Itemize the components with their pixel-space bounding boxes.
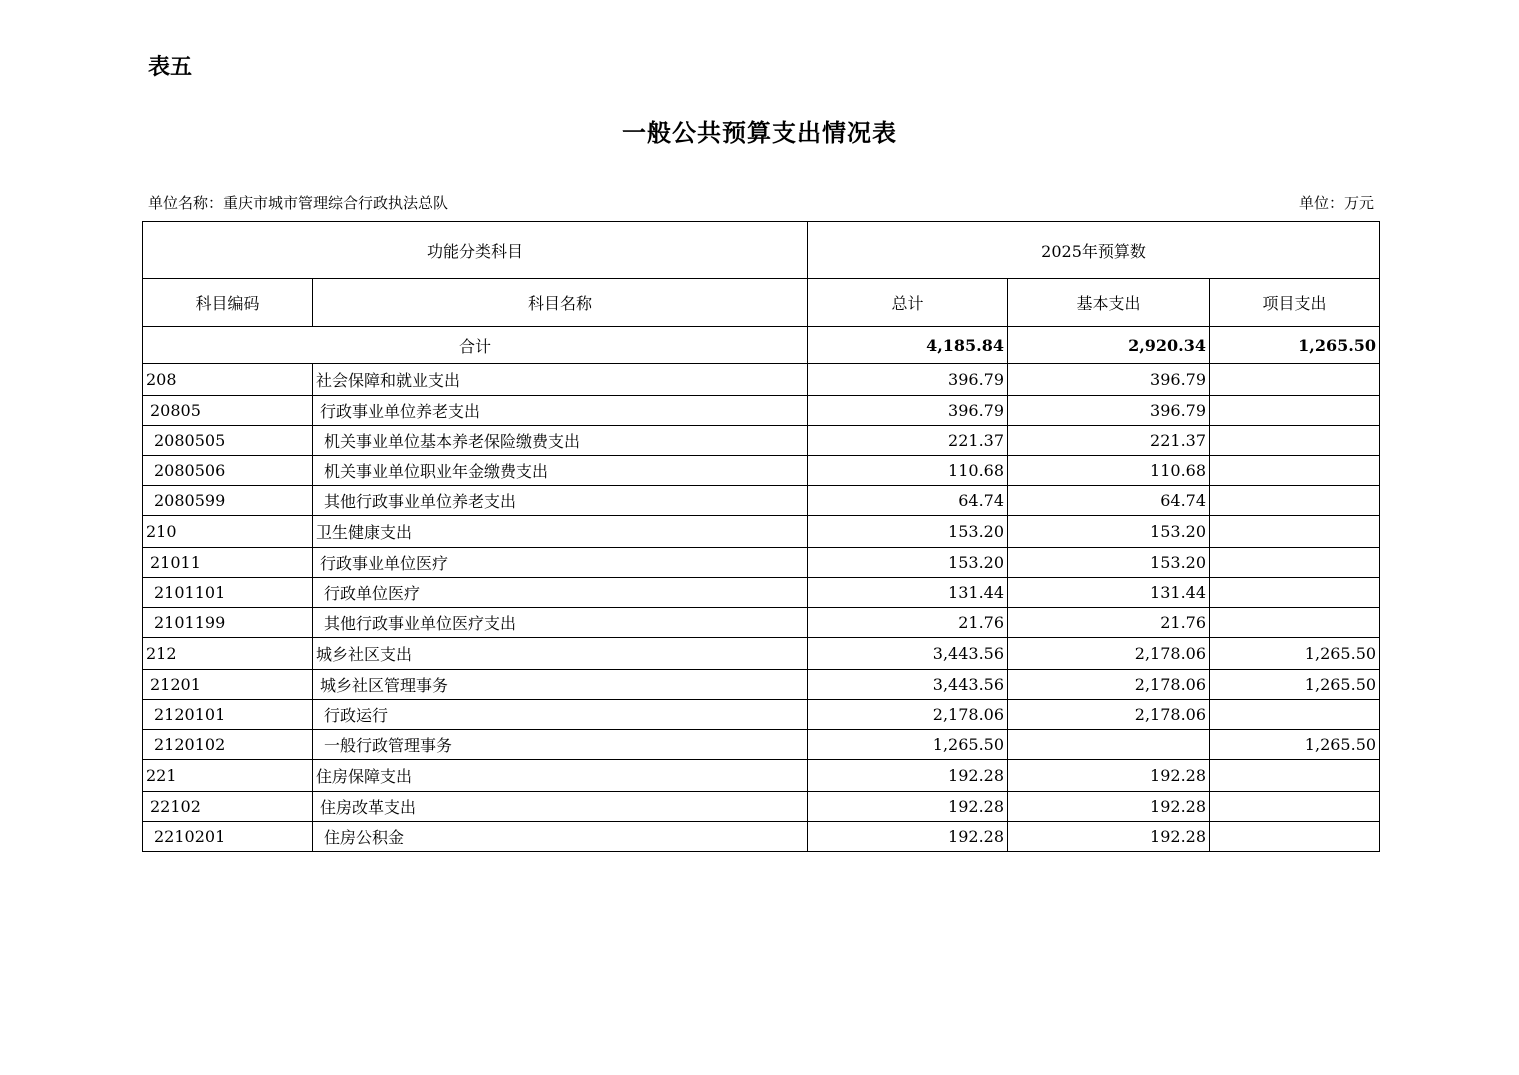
table-row [143, 456, 1380, 486]
row-name: 卫生健康支出 [313, 516, 808, 548]
table-row [143, 516, 1380, 548]
row-total: 192.28 [808, 822, 1008, 852]
row-name: 行政运行 [313, 700, 808, 730]
row-basic: 153.20 [1008, 516, 1210, 548]
row-basic: 21.76 [1008, 608, 1210, 638]
row-total: 1,265.50 [808, 730, 1008, 760]
summary-row [143, 327, 1380, 364]
header-budget-group: 2025年预算数 [808, 222, 1380, 279]
row-basic [1008, 730, 1210, 760]
row-code: 20805 [143, 396, 313, 426]
row-basic: 2,178.06 [1008, 700, 1210, 730]
row-basic: 396.79 [1008, 364, 1210, 396]
summary-basic: 2,920.34 [1008, 327, 1210, 364]
row-code: 2101199 [143, 608, 313, 638]
row-project [1210, 578, 1380, 608]
header-code: 科目编码 [143, 279, 313, 327]
table-row [143, 670, 1380, 700]
row-project [1210, 822, 1380, 852]
row-total: 3,443.56 [808, 670, 1008, 700]
row-project [1210, 396, 1380, 426]
table-row [143, 700, 1380, 730]
row-code: 210 [143, 516, 313, 548]
row-basic: 2,178.06 [1008, 638, 1210, 670]
budget-table [142, 221, 1380, 852]
row-total: 21.76 [808, 608, 1008, 638]
row-project [1210, 548, 1380, 578]
row-project [1210, 516, 1380, 548]
row-total: 64.74 [808, 486, 1008, 516]
row-basic: 2,178.06 [1008, 670, 1210, 700]
row-name: 城乡社区管理事务 [313, 670, 808, 700]
row-project: 1,265.50 [1210, 670, 1380, 700]
header-name: 科目名称 [313, 279, 808, 327]
row-name: 社会保障和就业支出 [313, 364, 808, 396]
row-project: 1,265.50 [1210, 730, 1380, 760]
row-total: 192.28 [808, 760, 1008, 792]
row-basic: 192.28 [1008, 792, 1210, 822]
row-total: 396.79 [808, 364, 1008, 396]
row-total: 131.44 [808, 578, 1008, 608]
row-project [1210, 426, 1380, 456]
row-code: 2120101 [143, 700, 313, 730]
table-row [143, 548, 1380, 578]
row-total: 153.20 [808, 548, 1008, 578]
row-code: 2080599 [143, 486, 313, 516]
table-row [143, 486, 1380, 516]
row-total: 396.79 [808, 396, 1008, 426]
row-project [1210, 364, 1380, 396]
row-project [1210, 456, 1380, 486]
row-basic: 192.28 [1008, 822, 1210, 852]
row-project [1210, 760, 1380, 792]
table-row [143, 760, 1380, 792]
row-name: 机关事业单位基本养老保险缴费支出 [313, 426, 808, 456]
row-name: 住房保障支出 [313, 760, 808, 792]
table-label: 表五 [148, 55, 193, 80]
row-total: 110.68 [808, 456, 1008, 486]
unit-label: 单位：万元 [1298, 194, 1374, 212]
row-code: 221 [143, 760, 313, 792]
row-name: 住房改革支出 [313, 792, 808, 822]
summary-project: 1,265.50 [1210, 327, 1380, 364]
header-project: 项目支出 [1210, 279, 1380, 327]
table-row [143, 792, 1380, 822]
row-name: 行政事业单位养老支出 [313, 396, 808, 426]
row-name: 其他行政事业单位医疗支出 [313, 608, 808, 638]
table-row [143, 578, 1380, 608]
row-project: 1,265.50 [1210, 638, 1380, 670]
summary-total: 4,185.84 [808, 327, 1008, 364]
table-row [143, 364, 1380, 396]
row-name: 一般行政管理事务 [313, 730, 808, 760]
row-code: 212 [143, 638, 313, 670]
header-basic: 基本支出 [1008, 279, 1210, 327]
row-name: 行政单位医疗 [313, 578, 808, 608]
row-basic: 64.74 [1008, 486, 1210, 516]
row-total: 3,443.56 [808, 638, 1008, 670]
row-code: 2210201 [143, 822, 313, 852]
unit-name: 单位名称：重庆市城市管理综合行政执法总队 [148, 194, 449, 212]
summary-label: 合计 [143, 327, 808, 364]
row-code: 2080506 [143, 456, 313, 486]
table-row [143, 822, 1380, 852]
row-basic: 221.37 [1008, 426, 1210, 456]
row-total: 221.37 [808, 426, 1008, 456]
row-basic: 153.20 [1008, 548, 1210, 578]
row-total: 153.20 [808, 516, 1008, 548]
table-row [143, 426, 1380, 456]
table-row [143, 638, 1380, 670]
row-name: 其他行政事业单位养老支出 [313, 486, 808, 516]
row-name: 住房公积金 [313, 822, 808, 852]
header-total: 总计 [808, 279, 1008, 327]
row-project [1210, 608, 1380, 638]
row-code: 22102 [143, 792, 313, 822]
row-code: 208 [143, 364, 313, 396]
row-basic: 396.79 [1008, 396, 1210, 426]
row-name: 城乡社区支出 [313, 638, 808, 670]
row-total: 192.28 [808, 792, 1008, 822]
header-row-columns [143, 279, 1380, 327]
row-project [1210, 486, 1380, 516]
row-basic: 192.28 [1008, 760, 1210, 792]
row-code: 21011 [143, 548, 313, 578]
row-project [1210, 700, 1380, 730]
row-code: 2101101 [143, 578, 313, 608]
header-row-group [143, 222, 1380, 279]
row-total: 2,178.06 [808, 700, 1008, 730]
row-name: 行政事业单位医疗 [313, 548, 808, 578]
page-title: 一般公共预算支出情况表 [622, 118, 897, 147]
row-code: 2080505 [143, 426, 313, 456]
row-code: 21201 [143, 670, 313, 700]
header-category-group: 功能分类科目 [143, 222, 808, 279]
row-name: 机关事业单位职业年金缴费支出 [313, 456, 808, 486]
row-basic: 131.44 [1008, 578, 1210, 608]
row-basic: 110.68 [1008, 456, 1210, 486]
row-project [1210, 792, 1380, 822]
table-row [143, 396, 1380, 426]
row-code: 2120102 [143, 730, 313, 760]
table-row [143, 730, 1380, 760]
table-row [143, 608, 1380, 638]
